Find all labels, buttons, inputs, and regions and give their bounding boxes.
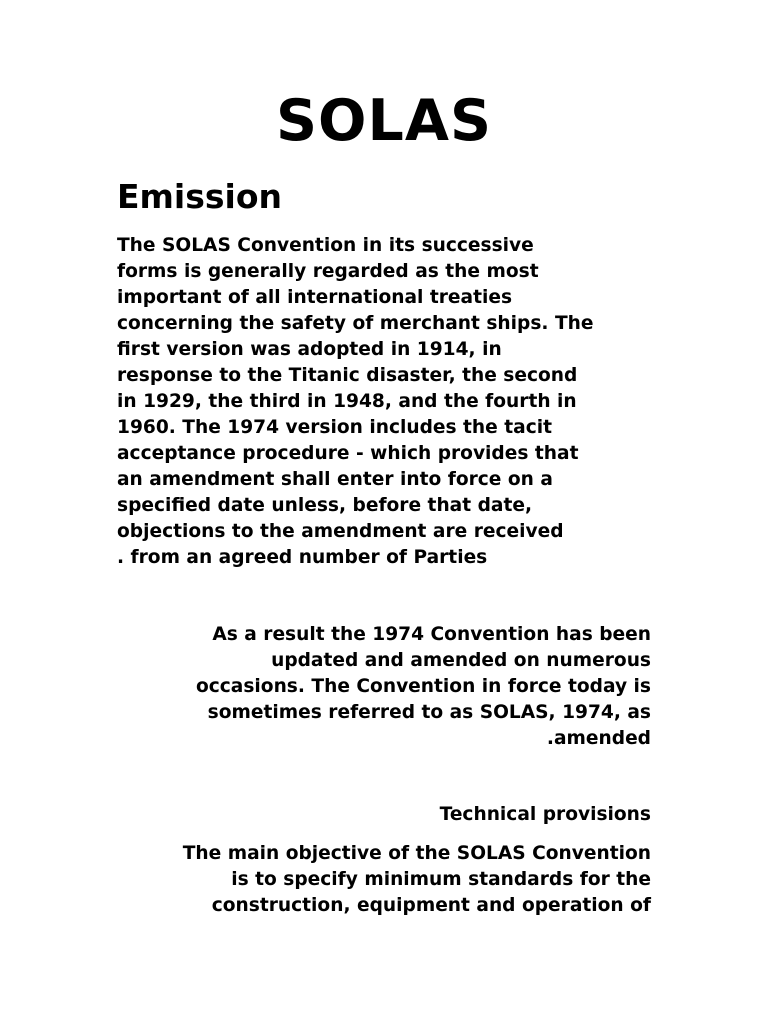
document-title: SOLAS — [276, 88, 492, 154]
paragraph-objective: The main objective of the SOLAS Convention is to specify minimum standards for the construction, equipment and operation of — [182, 843, 651, 916]
paragraph-amendments: As a result the 1974 Convention has been updated and amended on numerous occasions. The Convention in force today is sometimes referred to as SOLAS, 1974, as .amended — [195, 624, 651, 749]
subheading-technical-provisions: Technical provisions — [439, 804, 651, 825]
section-heading: Emission — [117, 177, 282, 216]
paragraph-intro: The SOLAS Convention in its successive forms is generally regarded as the most important of all international treaties concerning the safety of merchant ships. The first version was adopted in 1914, in response to the Titanic disaster, the second in 1929, the third in 1948, and the fourth in 1960. The 1974 version includes the tacit acceptance procedure - which provides that an amendment shall enter into force on a specified date unless, before that date, objections to the amendment are received . from an agreed number of Parties — [117, 235, 594, 568]
